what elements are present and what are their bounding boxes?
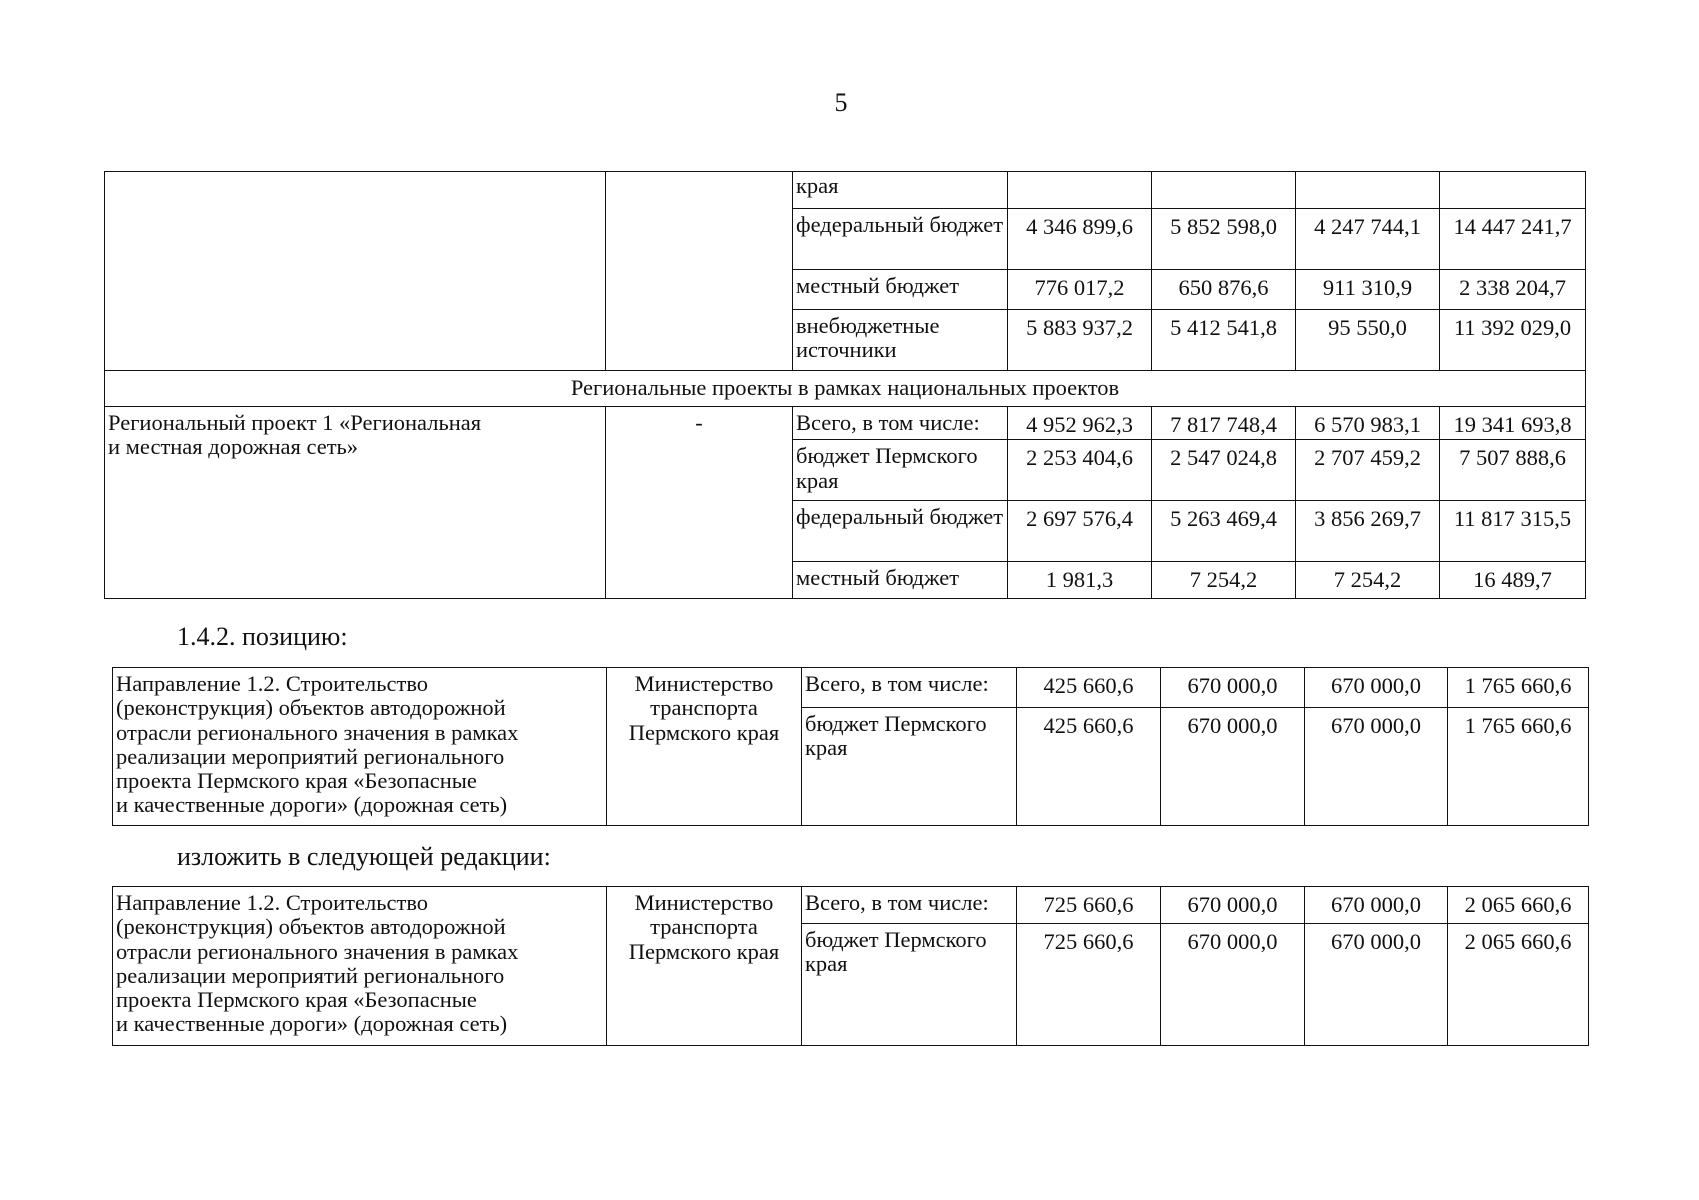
source-cell: федеральный бюджет <box>793 501 1008 562</box>
value-cell: 425 660,6 <box>1017 708 1161 826</box>
value-cell <box>1440 172 1586 209</box>
project-executor-cell: - <box>606 407 793 599</box>
value-cell: 4 952 962,3 <box>1008 407 1152 440</box>
value-cell: 5 263 469,4 <box>1152 501 1296 562</box>
value-cell: 6 570 983,1 <box>1296 407 1440 440</box>
source-cell: Всего, в том числе: <box>802 887 1017 924</box>
source-cell: края <box>793 172 1008 209</box>
section-paragraph: 1.4.2. позицию: <box>177 622 348 651</box>
value-cell: 11 392 029,0 <box>1440 310 1586 371</box>
table-row <box>113 887 1589 924</box>
value-cell: 725 660,6 <box>1017 924 1161 1046</box>
section-header-row <box>105 371 1586 407</box>
table-row <box>105 172 1586 209</box>
value-cell: 2 253 404,6 <box>1008 440 1152 501</box>
source-cell: бюджет Пермского края <box>793 440 1008 501</box>
page-number: 5 <box>834 88 848 117</box>
source-cell: бюджет Пермского края <box>802 708 1017 826</box>
value-cell: 425 660,6 <box>1017 668 1161 708</box>
project-name-cell <box>105 407 606 599</box>
financing-table-continued <box>104 171 1586 599</box>
executor-cell <box>607 668 802 826</box>
table-row <box>105 407 1586 440</box>
section-paragraph: изложить в следующей редакции: <box>177 842 551 871</box>
value-cell: 670 000,0 <box>1161 708 1305 826</box>
value-cell: 2 707 459,2 <box>1296 440 1440 501</box>
value-cell <box>1008 172 1152 209</box>
value-cell: 2 065 660,6 <box>1448 887 1589 924</box>
position-table-new <box>112 886 1589 1046</box>
source-cell: Всего, в том числе: <box>793 407 1008 440</box>
source-cell: местный бюджет <box>793 562 1008 599</box>
value-cell: 670 000,0 <box>1161 924 1305 1046</box>
value-cell: 7 254,2 <box>1152 562 1296 599</box>
source-cell: федеральный бюджет <box>793 209 1008 270</box>
value-cell: 670 000,0 <box>1305 708 1448 826</box>
section-header: Региональные проекты в рамках национальных проектов <box>105 371 1586 407</box>
project-name: Региональный проект 1 «Региональная и местная дорожная сеть» <box>108 410 482 460</box>
value-cell: 16 489,7 <box>1440 562 1586 599</box>
executor-name: Министерство транспорта Пермского края <box>628 671 780 745</box>
source-cell: бюджет Пермского края <box>802 924 1017 1046</box>
value-cell: 650 876,6 <box>1152 270 1296 310</box>
value-cell: 14 447 241,7 <box>1440 209 1586 270</box>
executor-name: Министерство транспорта Пермского края <box>628 890 780 964</box>
value-cell: 5 412 541,8 <box>1152 310 1296 371</box>
empty-executor-cell <box>606 172 793 371</box>
table-row <box>113 668 1589 708</box>
direction-name: Направление 1.2. Строительство (реконструкция) объектов автодорожной отрасли регионального значения в рамках реализации мероприятий регионального проекта Пермского края «Безопасные и качественные дороги» (дорожная сеть) <box>116 890 519 1037</box>
value-cell: 7 817 748,4 <box>1152 407 1296 440</box>
value-cell: 2 697 576,4 <box>1008 501 1152 562</box>
value-cell: 670 000,0 <box>1161 668 1305 708</box>
value-cell: 3 856 269,7 <box>1296 501 1440 562</box>
value-cell: 5 852 598,0 <box>1152 209 1296 270</box>
value-cell: 95 550,0 <box>1296 310 1440 371</box>
value-cell: 2 065 660,6 <box>1448 924 1589 1046</box>
value-cell: 725 660,6 <box>1017 887 1161 924</box>
executor-cell <box>607 887 802 1046</box>
direction-name-cell <box>113 668 607 826</box>
value-cell: 1 981,3 <box>1008 562 1152 599</box>
value-cell: 4 346 899,6 <box>1008 209 1152 270</box>
value-cell <box>1296 172 1440 209</box>
value-cell: 5 883 937,2 <box>1008 310 1152 371</box>
value-cell: 1 765 660,6 <box>1448 668 1589 708</box>
source-cell: местный бюджет <box>793 270 1008 310</box>
value-cell <box>1152 172 1296 209</box>
position-table-current <box>112 667 1589 826</box>
value-cell: 4 247 744,1 <box>1296 209 1440 270</box>
value-cell: 7 507 888,6 <box>1440 440 1586 501</box>
value-cell: 1 765 660,6 <box>1448 708 1589 826</box>
value-cell: 2 547 024,8 <box>1152 440 1296 501</box>
direction-name-cell <box>113 887 607 1046</box>
value-cell: 776 017,2 <box>1008 270 1152 310</box>
value-cell: 2 338 204,7 <box>1440 270 1586 310</box>
value-cell: 670 000,0 <box>1305 668 1448 708</box>
value-cell: 670 000,0 <box>1161 887 1305 924</box>
empty-name-cell <box>105 172 606 371</box>
value-cell: 19 341 693,8 <box>1440 407 1586 440</box>
source-cell: Всего, в том числе: <box>802 668 1017 708</box>
source-cell: внебюджетные источники <box>793 310 1008 371</box>
value-cell: 911 310,9 <box>1296 270 1440 310</box>
value-cell: 11 817 315,5 <box>1440 501 1586 562</box>
value-cell: 670 000,0 <box>1305 887 1448 924</box>
value-cell: 7 254,2 <box>1296 562 1440 599</box>
value-cell: 670 000,0 <box>1305 924 1448 1046</box>
direction-name: Направление 1.2. Строительство (реконструкция) объектов автодорожной отрасли регионального значения в рамках реализации мероприятий регионального проекта Пермского края «Безопасные и качественные дороги» (дорожная сеть) <box>116 671 519 818</box>
